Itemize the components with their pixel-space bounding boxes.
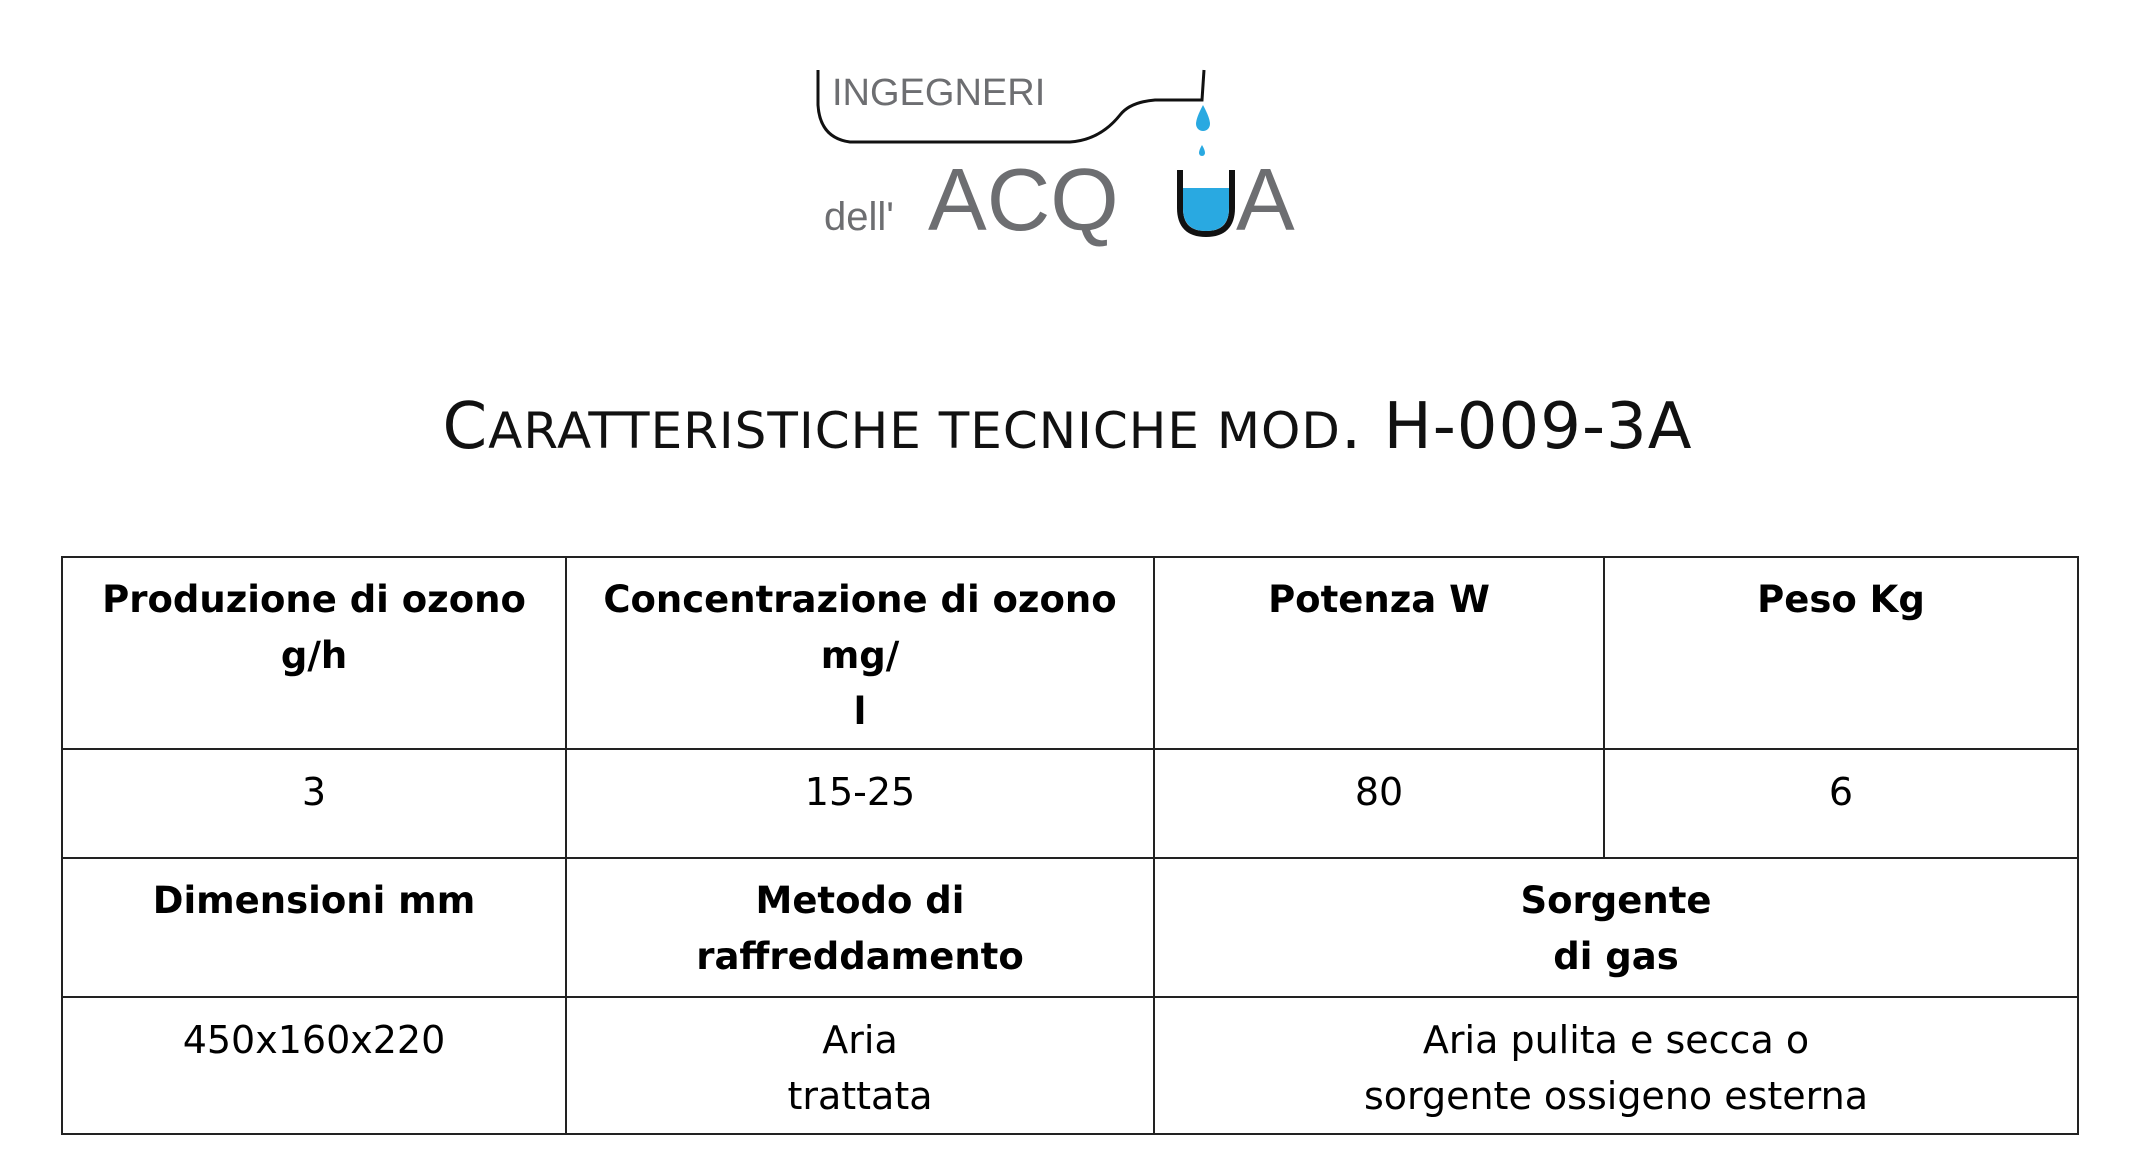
value-gas-source: Aria pulita e secca o sorgente ossigeno esterna [1154,997,2078,1134]
header-power: Potenza W [1154,557,1604,749]
value-weight: 6 [1604,749,2078,858]
logo-word-dell: dell' [824,195,894,239]
header-dimensions: Dimensioni mm [62,858,566,997]
small-drop-icon [1199,145,1205,156]
logo-word-acq: ACQ [928,150,1119,249]
specs-table [61,556,2079,1135]
header-concentration: Concentrazione di ozono mg/ l [566,557,1154,749]
page-title [0,390,2135,464]
table-row-values-2 [62,997,2078,1134]
header-production: Produzione di ozono g/h [62,557,566,749]
table-row-headers-1 [62,557,2078,749]
value-production: 3 [62,749,566,858]
water-drop-icon [1196,105,1210,131]
title-initial: C [442,390,489,464]
table-row-headers-2 [62,858,2078,997]
logo-word-ingegneri: INGEGNERI [832,72,1046,114]
header-gas-source: Sorgente di gas [1154,858,2078,997]
title-model: . H-009-3A [1340,390,1693,464]
value-dimensions: 450x160x220 [62,997,566,1134]
header-weight: Peso Kg [1604,557,2078,749]
table-row-values-1 [62,749,2078,858]
company-logo [810,60,1330,260]
value-concentration: 15-25 [566,749,1154,858]
logo-word-a: A [1236,150,1295,249]
title-smallcaps: ARATTERISTICHE TECNICHE MOD [488,402,1341,460]
logo-u-water [1183,188,1229,231]
header-cooling-method: Metodo di raffreddamento [566,858,1154,997]
value-power: 80 [1154,749,1604,858]
logo-graphic [810,60,1330,260]
value-cooling-method: Aria trattata [566,997,1154,1134]
